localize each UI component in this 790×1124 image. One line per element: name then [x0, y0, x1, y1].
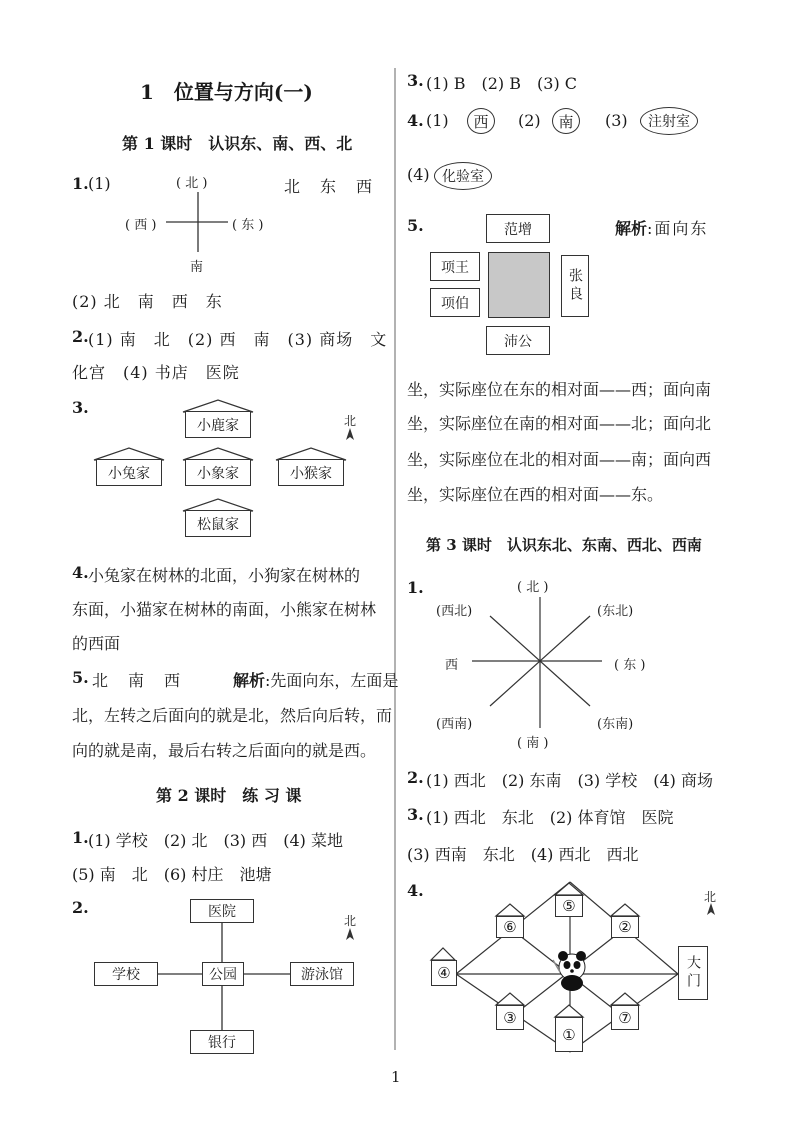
answer-text: 北 东 西 [284, 177, 375, 196]
seat-left-1: 项王 [430, 252, 480, 281]
question-part: (3) [605, 111, 628, 130]
house-monkey: 小猴家 [278, 459, 344, 486]
answer-text: 东面，小猫家在树林的南面，小熊家在树林 [72, 600, 377, 619]
question-part: (2) [518, 111, 541, 130]
question-part: (4) [407, 165, 430, 184]
enclosure-3: ③ [496, 1005, 524, 1030]
seat-bottom: 沛公 [486, 326, 550, 355]
compass-north-label: ( 北 ) [176, 176, 208, 191]
dir-north: ( 北 ) [517, 580, 549, 595]
answer-text: (1) 南 北 (2) 西 南 (3) 商场 文 [88, 330, 388, 349]
north-label: 北 [704, 890, 717, 904]
question-number: 2. [72, 898, 89, 917]
lesson-2-heading: 第 2 课时 练 习 课 [156, 786, 302, 805]
question-number: 4. [407, 111, 424, 130]
answer-text: (2) 北 南 西 东 [72, 292, 223, 311]
dir-east: ( 东 ) [614, 658, 646, 673]
enclosure-6: ⑥ [496, 916, 524, 938]
place-park: 公园 [202, 962, 244, 986]
place-bank: 银行 [190, 1030, 254, 1054]
analysis-label: 解析 [615, 219, 648, 238]
place-hospital: 医院 [190, 899, 254, 923]
analysis-text: 坐，实际座位在南的相对面——北；面向北 [407, 414, 712, 433]
answer-text: 的西面 [72, 634, 121, 653]
answer-text: (1) 学校 (2) 北 (3) 西 (4) 菜地 [88, 831, 344, 850]
north-label: 北 [344, 914, 357, 928]
place-school: 学校 [94, 962, 158, 986]
dir-southeast: (东南) [597, 717, 634, 732]
question-number: 1. [407, 578, 424, 597]
answer-text: 小兔家在树林的北面，小狗家在树林的 [88, 566, 361, 585]
compass-south-label: 南 [190, 260, 204, 275]
question-part: (1) [88, 174, 111, 193]
question-number: 3. [407, 805, 424, 824]
question-part: (1) [426, 111, 449, 130]
seat-right: 张良 [561, 255, 589, 317]
analysis-text: 向的就是南，最后右转之后面向的就是西。 [72, 741, 377, 760]
answer-text: (1) 西北 东北 (2) 体育馆 医院 [426, 808, 674, 827]
enclosure-5: ⑤ [555, 895, 583, 917]
question-number: 4. [72, 563, 89, 582]
dir-south: ( 南 ) [517, 736, 549, 751]
zoo-gate: 大门 [678, 946, 708, 1000]
question-number: 4. [407, 881, 424, 900]
house-squirrel: 松鼠家 [185, 510, 251, 537]
enclosure-7: ⑦ [611, 1005, 639, 1030]
chapter-title: 1 位置与方向(一) [140, 80, 313, 104]
question-number: 3. [407, 71, 424, 90]
enclosure-1: ① [555, 1017, 583, 1052]
answer-text: (5) 南 北 (6) 村庄 池塘 [72, 865, 272, 884]
circled-answer: 西 [467, 108, 495, 134]
dir-west: 西 [445, 658, 459, 673]
analysis-text: :先面向东，左面是 [265, 671, 399, 690]
dir-northeast: (东北) [597, 604, 634, 619]
question-number: 2. [407, 768, 424, 787]
circled-answer: 南 [552, 108, 580, 134]
circled-answer: 化验室 [434, 162, 492, 190]
question-number: 1. [72, 174, 89, 193]
place-pool: 游泳馆 [290, 962, 354, 986]
lesson-3-heading: 第 3 课时 认识东北、东南、西北、西南 [426, 536, 702, 554]
compass-west-label: ( 西 ) [125, 218, 157, 233]
enclosure-2: ② [611, 916, 639, 938]
answer-text: (3) 西南 东北 (4) 西北 西北 [407, 845, 639, 864]
answer-text: 北 南 西 [92, 671, 183, 690]
north-label: 北 [344, 414, 357, 428]
house-deer: 小鹿家 [185, 411, 251, 438]
seat-top: 范增 [486, 214, 550, 243]
analysis-text: 北，左转之后面向的就是北，然后向后转，而 [72, 706, 393, 725]
circled-answer: 注射室 [640, 107, 698, 135]
analysis-text: 坐，实际座位在东的相对面——西；面向南 [407, 380, 712, 399]
question-number: 3. [72, 398, 89, 417]
seat-left-2: 项伯 [430, 288, 480, 317]
dir-southwest: (西南) [436, 717, 473, 732]
answer-text: 化宫 (4) 书店 医院 [72, 363, 240, 382]
lesson-1-heading: 第 1 课时 认识东、南、西、北 [122, 134, 353, 153]
house-elephant: 小象家 [185, 459, 251, 486]
analysis-text: 坐，实际座位在西的相对面——东。 [407, 485, 664, 504]
house-rabbit: 小兔家 [96, 459, 162, 486]
analysis-label: 解析 [233, 671, 266, 690]
question-number: 2. [72, 327, 89, 346]
panda-icon [553, 951, 586, 991]
enclosure-4: ④ [431, 960, 457, 986]
dir-northwest: (西北) [436, 604, 473, 619]
page-number: 1 [391, 1068, 401, 1086]
analysis-text: 坐，实际座位在北的相对面——南；面向西 [407, 450, 712, 469]
answer-text: (1) B (2) B (3) C [426, 74, 578, 93]
question-number: 1. [72, 828, 89, 847]
answer-text: (1) 西北 (2) 东南 (3) 学校 (4) 商场 [426, 771, 714, 790]
analysis-text: :面向东 [647, 219, 709, 238]
question-number: 5. [407, 216, 424, 235]
compass-east-label: ( 东 ) [232, 218, 264, 233]
question-number: 5. [72, 668, 89, 687]
